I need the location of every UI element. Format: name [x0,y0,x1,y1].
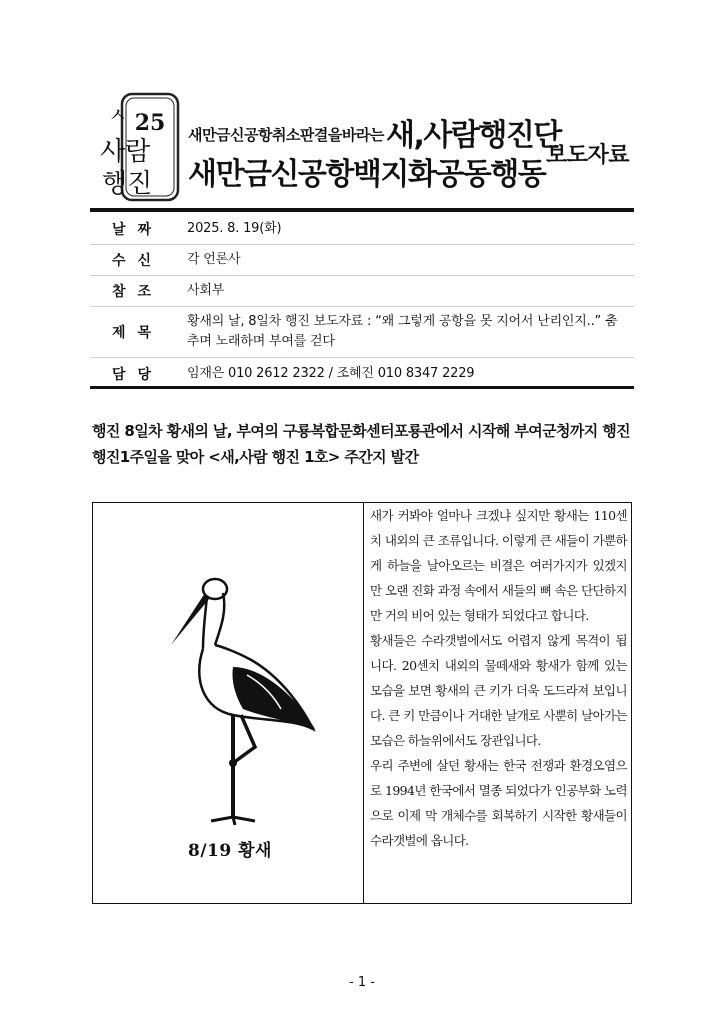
label-char: 담 [111,367,126,383]
info-value-reference: 사회부 [187,283,225,298]
paragraph: 새가 커봐야 얼마나 크겠냐 싶지만 황새는 110센치 내외의 큰 조류입니다. 이렇게 큰 새들이 가뿐하게 하늘을 날아오르는 비결은 여러가지가 있겠지만 오랜 진화 과정 속에서 새들의 뼈 속은 단단하지만 거의 비어 있는 형태가 되었다고 합니다. [370,508,627,623]
label-char: 짜 [137,222,152,238]
article-text [364,503,631,903]
label-char: 수 [111,253,126,269]
header-org-name: 새,사람행진단 [386,118,561,153]
info-row-reference [90,276,634,307]
paragraph: 황새들은 수라갯벌에서도 어렵지 않게 목격이 됩니다. 20센치 내외의 물떼새와 황새가 함께 있는 모습을 보면 황새의 큰 키가 더욱 도드라져 보입니다. 큰 키 만큼이나 거대한 날개로 사뿐히 날아가는 모습은 하늘위에서도 장관입니다. [370,633,627,748]
label-char: 당 [137,367,152,383]
info-value-date: 2025. 8. 19(화) [187,221,282,236]
info-label [90,219,173,239]
header-subtitle: 새만금신공항취소판결을바라는 [188,126,384,144]
header-title: 새만금신공항백지화공동행동 [188,157,546,192]
svg-text:행진: 행진 [102,169,153,199]
svg-text:ㅅ: ㅅ [108,103,128,127]
info-value-subject: 황새의 날, 8일차 행진 보도자료 : “왜 그렇게 공항을 못 지어서 난리인지..” 춤추며 노래하며 부여를 걷다 [187,314,618,349]
info-row-recipient [90,245,634,276]
stork-illustration [163,549,323,829]
label-char: 참 [111,284,126,300]
info-label [90,250,173,270]
svg-text:25: 25 [134,110,166,136]
info-table-bottom-rule [90,386,634,389]
svg-text:사람: 사람 [100,137,151,167]
info-row-date [90,214,634,245]
info-label [90,281,173,301]
campaign-logo [96,92,182,204]
illustration-cell [93,503,364,903]
paragraph: 우리 주변에 살던 황새는 한국 전쟁과 환경오염으로 1994년 한국에서 멸종 되었다가 인공부화 노력으로 이제 막 개체수를 회복하기 시작한 황새들이 수라갯벌에 옵니다. [370,758,627,848]
label-char: 제 [111,325,126,341]
info-label [90,364,173,384]
info-table [90,214,634,390]
info-row-subject [90,307,634,358]
document-type: 보도자료 [546,143,630,168]
label-char: 조 [137,284,152,300]
label-char: 목 [137,325,152,341]
info-label [90,322,173,342]
label-char: 신 [137,253,152,269]
page-number: - 1 - [349,975,375,990]
headline-2: 행진1주일을 맞아 <새,사람 행진 1호> 주간지 발간 [92,448,419,466]
header-divider [90,208,634,212]
content-box [92,502,632,904]
label-char: 날 [111,222,126,238]
illustration-caption: 8/19 황새 [188,841,272,861]
headline-1: 행진 8일차 황새의 날, 부여의 구룡복합문화센터포룡관에서 시작해 부여군청까지 행진 [92,422,631,440]
info-value-contact: 임재은 010 2612 2322 / 조혜진 010 8347 2229 [187,366,475,381]
info-value-recipient: 각 언론사 [187,252,241,267]
